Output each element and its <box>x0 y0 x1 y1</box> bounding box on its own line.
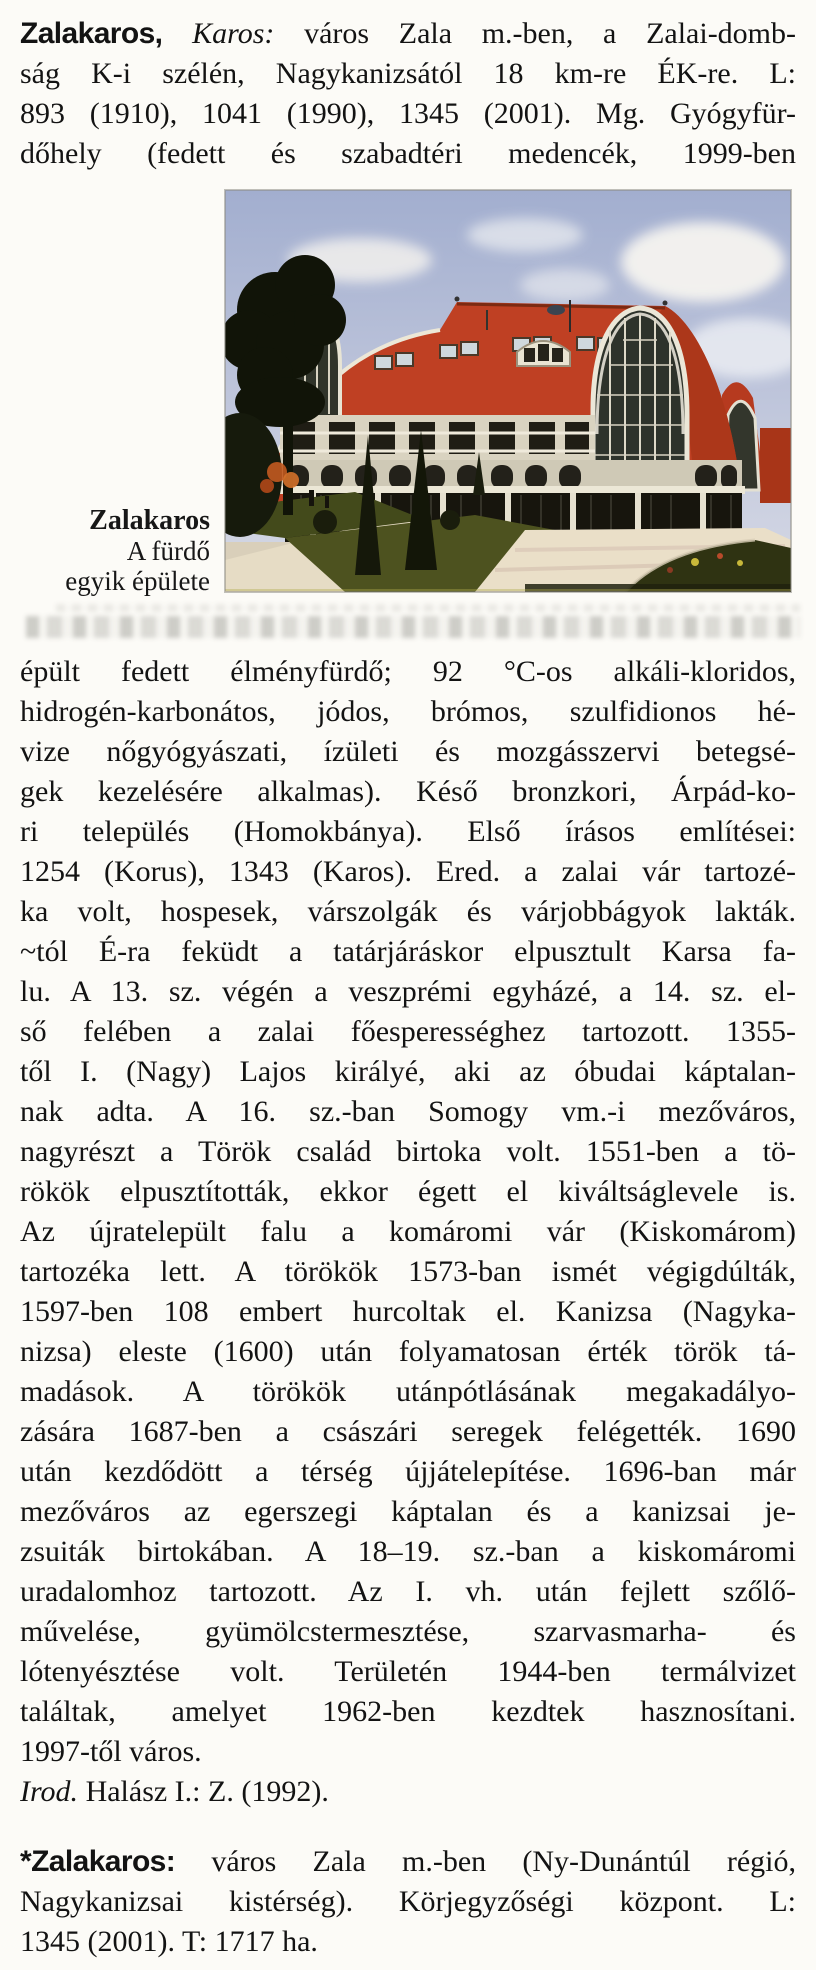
text-line: tartozéka lett. A törökök 1573-ban ismét végigdúlták, <box>20 1255 796 1288</box>
text-line: től I. (Nagy) Lajos királyé, aki az óbudai káptalan- <box>20 1055 796 1088</box>
photo-caption-line: egyik épülete <box>65 566 210 596</box>
text-line: találtak, amelyet 1962-ben kezdtek hasznosítani. <box>20 1695 796 1728</box>
photo-balcony-band <box>280 415 595 463</box>
text-line: zsuiták birtokában. A 18–19. sz.-ban a kiskomáromi <box>20 1535 796 1568</box>
text-line: lu. A 13. sz. végén a veszprémi egyházé, a 14. sz. el- <box>20 975 796 1008</box>
photo-caption-title: Zalakaros <box>89 505 210 536</box>
photo-caption-line: A fürdő <box>126 536 210 566</box>
text-line: ~tól É-ra feküdt a tatárjáráskor elpusztult Karsa fa- <box>20 935 796 968</box>
spa-building-photo-art <box>225 190 791 592</box>
text-line: rökök elpusztították, ekkor égett el kiváltságlevele is. <box>20 1175 796 1208</box>
text-line: Zalakaros, Karos: város Zala m.-ben, a Zalai-domb- <box>20 17 796 50</box>
text-line: dőhely (fedett és szabadtéri medencék, 1999-ben <box>20 137 796 170</box>
page-bleed-through-artifact <box>26 604 800 648</box>
text-line: ső felében a zalai főesperességhez tartozott. 1355- <box>20 1015 796 1048</box>
spa-building-photo <box>225 190 791 592</box>
text-line: épült fedett élményfürdő; 92 °C-os alkáli-kloridos, <box>20 655 796 688</box>
entry-main-intro-paragraph <box>20 14 796 174</box>
text-line: ság K-i szélén, Nagykanizsától 18 km-re ÉK-re. L: <box>20 57 796 90</box>
text-line: zására 1687-ben a császári seregek felégették. 1690 <box>20 1415 796 1448</box>
entry-secondary-paragraph <box>20 1842 796 1962</box>
text-line: nagyrészt a Török család birtoka volt. 1551-ben a tö- <box>20 1135 796 1168</box>
text-line: uradalomhoz tartozott. Az I. vh. után fejlett szőlő- <box>20 1575 796 1608</box>
entry-main-body-paragraph <box>20 652 796 1812</box>
text-line: lótenyésztése volt. Területén 1944-ben termálvizet <box>20 1655 796 1688</box>
text-line: 1254 (Korus), 1343 (Karos). Ered. a zalai vár tartozé- <box>20 855 796 888</box>
text-line: *Zalakaros: város Zala m.-ben (Ny-Dunántúl régió, <box>20 1845 796 1878</box>
photo-caption <box>12 506 210 596</box>
text-line: Nagykanizsai kistérség). Körjegyzőségi központ. L: <box>20 1885 796 1918</box>
text-line: után kezdődött a térség újjátelepítése. 1696-ban már <box>20 1455 796 1488</box>
text-line: 1597-ben 108 embert hurcoltak el. Kanizsa (Nagyka- <box>20 1295 796 1328</box>
text-line: vize nőgyógyászati, ízületi és mozgásszervi betegsé- <box>20 735 796 768</box>
text-line: gek kezelésére alkalmas). Késő bronzkori, Árpád-ko- <box>20 775 796 808</box>
text-line: ri település (Homokbánya). Első írásos említései: <box>20 815 796 848</box>
text-line: nizsa) eleste (1600) után folyamatosan érték török tá- <box>20 1335 796 1368</box>
text-line: művelése, gyümölcstermesztése, szarvasmarha- és <box>20 1615 796 1648</box>
text-line: hidrogén-karbonátos, jódos, brómos, szulfidionos hé- <box>20 695 796 728</box>
text-line: 1997-től város. <box>20 1735 202 1768</box>
text-line: 1345 (2001). T: 1717 ha. <box>20 1925 318 1958</box>
text-line: 893 (1910), 1041 (1990), 1345 (2001). Mg. Gyógyfür- <box>20 97 796 130</box>
text-line: Irod. Halász I.: Z. (1992). <box>20 1775 329 1808</box>
text-line: ka volt, hospesek, várszolgák és várjobbágyok lakták. <box>20 895 796 928</box>
text-line: nak adta. A 16. sz.-ban Somogy vm.-i mezőváros, <box>20 1095 796 1128</box>
text-line: Az újratelepült falu a komáromi vár (Kiskomárom) <box>20 1215 796 1248</box>
text-line: mezőváros az egerszegi káptalan és a kanizsai je- <box>20 1495 796 1528</box>
text-line: madások. A törökök utánpótlásának megakadályo- <box>20 1375 796 1408</box>
